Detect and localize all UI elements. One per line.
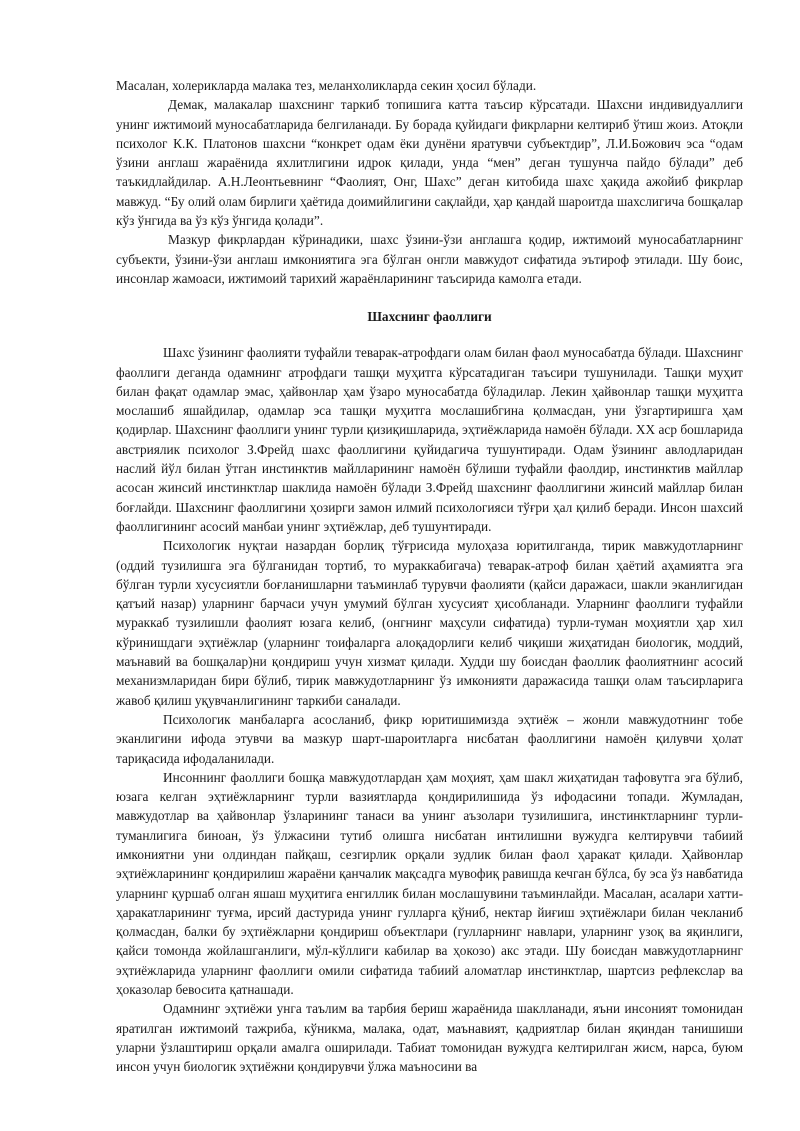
section-heading: Шахснинг фаоллиги [367, 309, 492, 325]
paragraph: Мазкур фикрлардан кўринадики, шахс ўзини-ўзи англашга қодир, ижтимоий муносабатларнинг субъекти, ўзини-ўзи англаш имкониятига эга бўлган онгли мавжудот сифатида эътироф этилади. Шу боис, инсонлар жамоаси, ижтимоий тарихий жараёнларининг таъсирида камолга етади. [116, 232, 743, 286]
paragraph: Демак, малакалар шахснинг таркиб топишига катта таъсир кўрсатади. Шахсни индивидуаллиги унинг ижтимоий муносабатларида белгиланади. Бу борада қуйидаги фикрларни келтириб ўтиш жоиз. Атоқли психолог К.К. Платонов шахсни “конкрет одам ёки дунёни яратувчи субъектдир”, Л.И.Божович эса “одам ўзини англаш жараёнида яхлитлигини идрок қилади, унда “мен” деган тушунча пайдо бўлади” деб таъкидлайдилар. А.Н.Леонтьевнинг “Фаолият, Онг, Шахс” деган китобида шахс ҳақида ажойиб фикрлар мавжуд. “Бу олий олам бирлиги ҳаётида доимийлигини сақлайди, ҳар қандай шароитда шахслигича бошқалар кўз ўнгида ва ўз кўз ўнгида қолади”. [116, 97, 743, 229]
paragraph: Масалан, холерикларда малака тез, меланхоликларда секин ҳосил бўлади. [116, 78, 537, 93]
paragraph: Одамнинг эҳтиёжи унга таълим ва тарбия бериш жараёнида шаклланади, яъни инсоният томонидан яратилган ижтимоий тажриба, кўникма, малака, одат, маънавият, қадриятлар билан яқиндан танишиши уларни ўзлаштириш орқали амалга оширилади. Табиат томонидан вужудга келтирилган жисм, нарса, буюм инсон учун биологик эҳтиёжни қондирувчи ўлжа маъносини ва [116, 1001, 743, 1075]
paragraph: Инсоннинг фаоллиги бошқа мавжудотлардан ҳам моҳият, ҳам шакл жиҳатидан тафовутга эга бўлиб, юзага келган эҳтиёжларнинг турли вазиятларда қондирилишида ўз ифодасини топади. Жумладан, мавжудотлар ва ҳайвонлар ўзларининг танаси ва унинг аъзолари тузилишига, инстинктларнинг турли-туманлигига биноан, ўз ўлжасини тутиб олишга нисбатан интилишни вужудга келтирувчи табиий имкониятни уни олдиндан пайқаш, сезгирлик орқали зудлик билан фаол ҳаракат қилади. Ҳайвонлар эҳтиёжларининг қондирилиш жараёни қанчалик мақсадга мувофиқ равишда кечган бўлса, бу эса ўз навбатида уларнинг қуршаб олган яшаш муҳитига енгиллик билан мослашувини таъминлайди. Масалан, асалари хатти-ҳаракатларининг туғма, ирсий дастурида унинг гулларга қўниб, нектар йиғиш эҳтиёжлари билан чекланиб қолмасдан, балки бу эҳтиёжларни қондириш объектлари (гулларнинг навлари, уларнинг узоқ ва яқинлиги, қайси томонда жойлашганлиги, мўл-кўллиги кабилар ва ҳокозо) акс этади. Шу боисдан мавжудотларнинг эҳтиёжларида уларнинг фаоллиги омили сифатида табиий аломатлар инстинктлар, шартсиз рефлекслар ва ҳоказолар бевосита қатнашади. [116, 769, 743, 998]
paragraph: Шахс ўзининг фаолияти туфайли теварак-атрофдаги олам билан фаол муносабатда бўлади. Шахснинг фаоллиги деганда одамнинг атрофдаги ташқи муҳитга кўрсатадиган таъсири тушунилади. Ташқи муҳит билан фақат одамлар эмас, ҳайвонлар ҳам ўзаро муносабатда бўладилар. Лекин ҳайвонлар ташқи муҳитга мослашиб яшайдилар, одамлар эса ташқи муҳитга мослашибгина қолмасдан, уни ўзгартиришга ҳам қодирлар. Шахснинг фаоллиги унинг турли қизиқишларида, эҳтиёжларида намоён бўлади. XX аср бошларида австриялик психолог З.Фрейд шахс фаоллигини қуйидагича тушунтиради. Одам ўзининг авлодларидан наслий йўл билан ўтган инстинктив майлларининг намоён бўлиши туфайли фаолдир, инстинктив майллар асосан жинсий инстинктлар шаклида намоён бўлади З.Фрейд шахснинг фаоллигини жинсий майллар билан боғлайди. Шахснинг фаоллигини ҳозирги замон илмий психологияси тўғри ҳал қилиб беради. Инсон шахсий фаоллигининг асосий манбаи унинг эҳтиёжлар, деб тушунтиради. [116, 345, 743, 534]
paragraph: Психологик манбаларга асосланиб, фикр юритишимизда эҳтиёж – жонли мавжудотнинг тобе эканлигини ифода этувчи ва мазкур шарт-шароитларга нисбатан фаоллигини намоён қилувчи ҳолат тариқасида ифодаланилади. [116, 711, 743, 766]
paragraph: Психологик нуқтаи назардан борлиқ тўғрисида мулоҳаза юритилганда, тирик мавжудотларнинг (оддий тузилишга эга бўлганидан тортиб, то мураккабигача) теварак-атроф билан ҳаётий аҳамиятга эга бўлган турли хусусиятли боғланишларни таъминлаб турувчи фаолияти (қайси даражаси, шакли эканлигидан қатъий назар) уларнинг барчаси учун умумий бўлган хусусият ҳисобланади. Уларнинг фаоллиги туфайли мураккаб тузилишли фаолият юзага келиб, (онгнинг маҳсули сифатида) турли-туман моҳиятли ҳар хил кўринишдаги эҳтиёжлар (уларнинг тоифаларга алоқадорлиги келиб чиқиши жиҳатидан биологик, моддий, маънавий ва бошқалар)ни қондириш учун хизмат қилади. Худди шу боисдан фаоллик фаолиятнинг асосий механизмларидан бири бўлиб, тирик мавжудотларнинг ўз имконияти даражасида ташқи олам таъсирларига жавоб қилиш уқувчанлигининг таркиби саналади. [116, 538, 743, 708]
document-page [116, 76, 743, 1077]
